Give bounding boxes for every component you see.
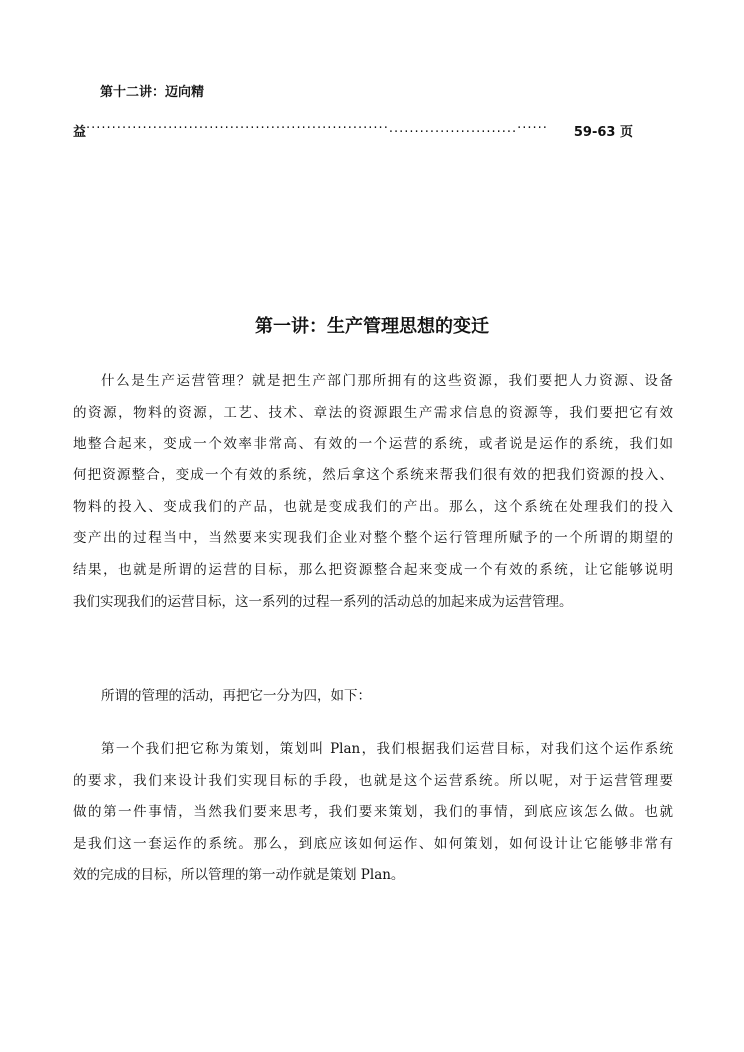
toc-entry-continuation: 益 [73, 125, 87, 140]
paragraph-line: 效的完成的目标，所以管理的第一动作就是策划 Plan。 [73, 867, 405, 883]
paragraph-line: 变产出的过程当中，当然要来实现我们企业对整个整个运行管理所赋予的一个所谓的期望的 [73, 530, 673, 546]
toc-entry-line[interactable] [73, 121, 633, 140]
paragraph-line: 做的第一件事情，当然我们要来思考，我们要来策划，我们的事情，到底应该怎么做。也就 [73, 804, 673, 820]
paragraph-line: 地整合起来，变成一个效率非常高、有效的一个运营的系统，或者说是运作的系统，我们如 [73, 436, 673, 452]
toc-page-range: 59-63 页 [573, 125, 633, 140]
paragraph-line: 何把资源整合，变成一个有效的系统，然后拿这个系统来帮我们很有效的把我们资源的投入、 [73, 467, 673, 483]
paragraph-line: 什么是生产运营管理？就是把生产部门那所拥有的这些资源，我们要把人力资源、设备 [101, 373, 673, 389]
paragraph-line: 结果，也就是所谓的运营的目标，那么把资源整合起来变成一个有效的系统，让它能够说明 [73, 562, 673, 578]
paragraph-line: 所谓的管理的活动，再把它一分为四，如下： [101, 688, 371, 704]
paragraph-line: 我们实现我们的运营目标，这一系列的过程一系列的活动总的加起来成为运营管理。 [73, 594, 573, 610]
paragraph-line: 是我们这一套运作的系统。那么，到底应该如何运作、如何策划，如何设计让它能够非常有 [73, 836, 673, 852]
toc-leader-dots: ···························································.........................······ [86, 121, 548, 136]
paragraph-line: 物料的投入、变成我们的产品，也就是变成我们的产出。那么，这个系统在处理我们的投入 [73, 499, 673, 515]
chapter-title: 第一讲：生产管理思想的变迁 [255, 316, 489, 337]
paragraph-line: 的资源，物料的资源，工艺、技术、章法的资源跟生产需求信息的资源等，我们要把它有效 [73, 405, 673, 421]
paragraph-line: 第一个我们把它称为策划，策划叫 Plan，我们根据我们运营目标，对我们这个运作系统 [101, 741, 673, 757]
toc-entry-title: 第十二讲：迈向精 [100, 85, 205, 100]
paragraph-line: 的要求，我们来设计我们实现目标的手段，也就是这个运营系统。所以呢，对于运营管理要 [73, 773, 673, 789]
